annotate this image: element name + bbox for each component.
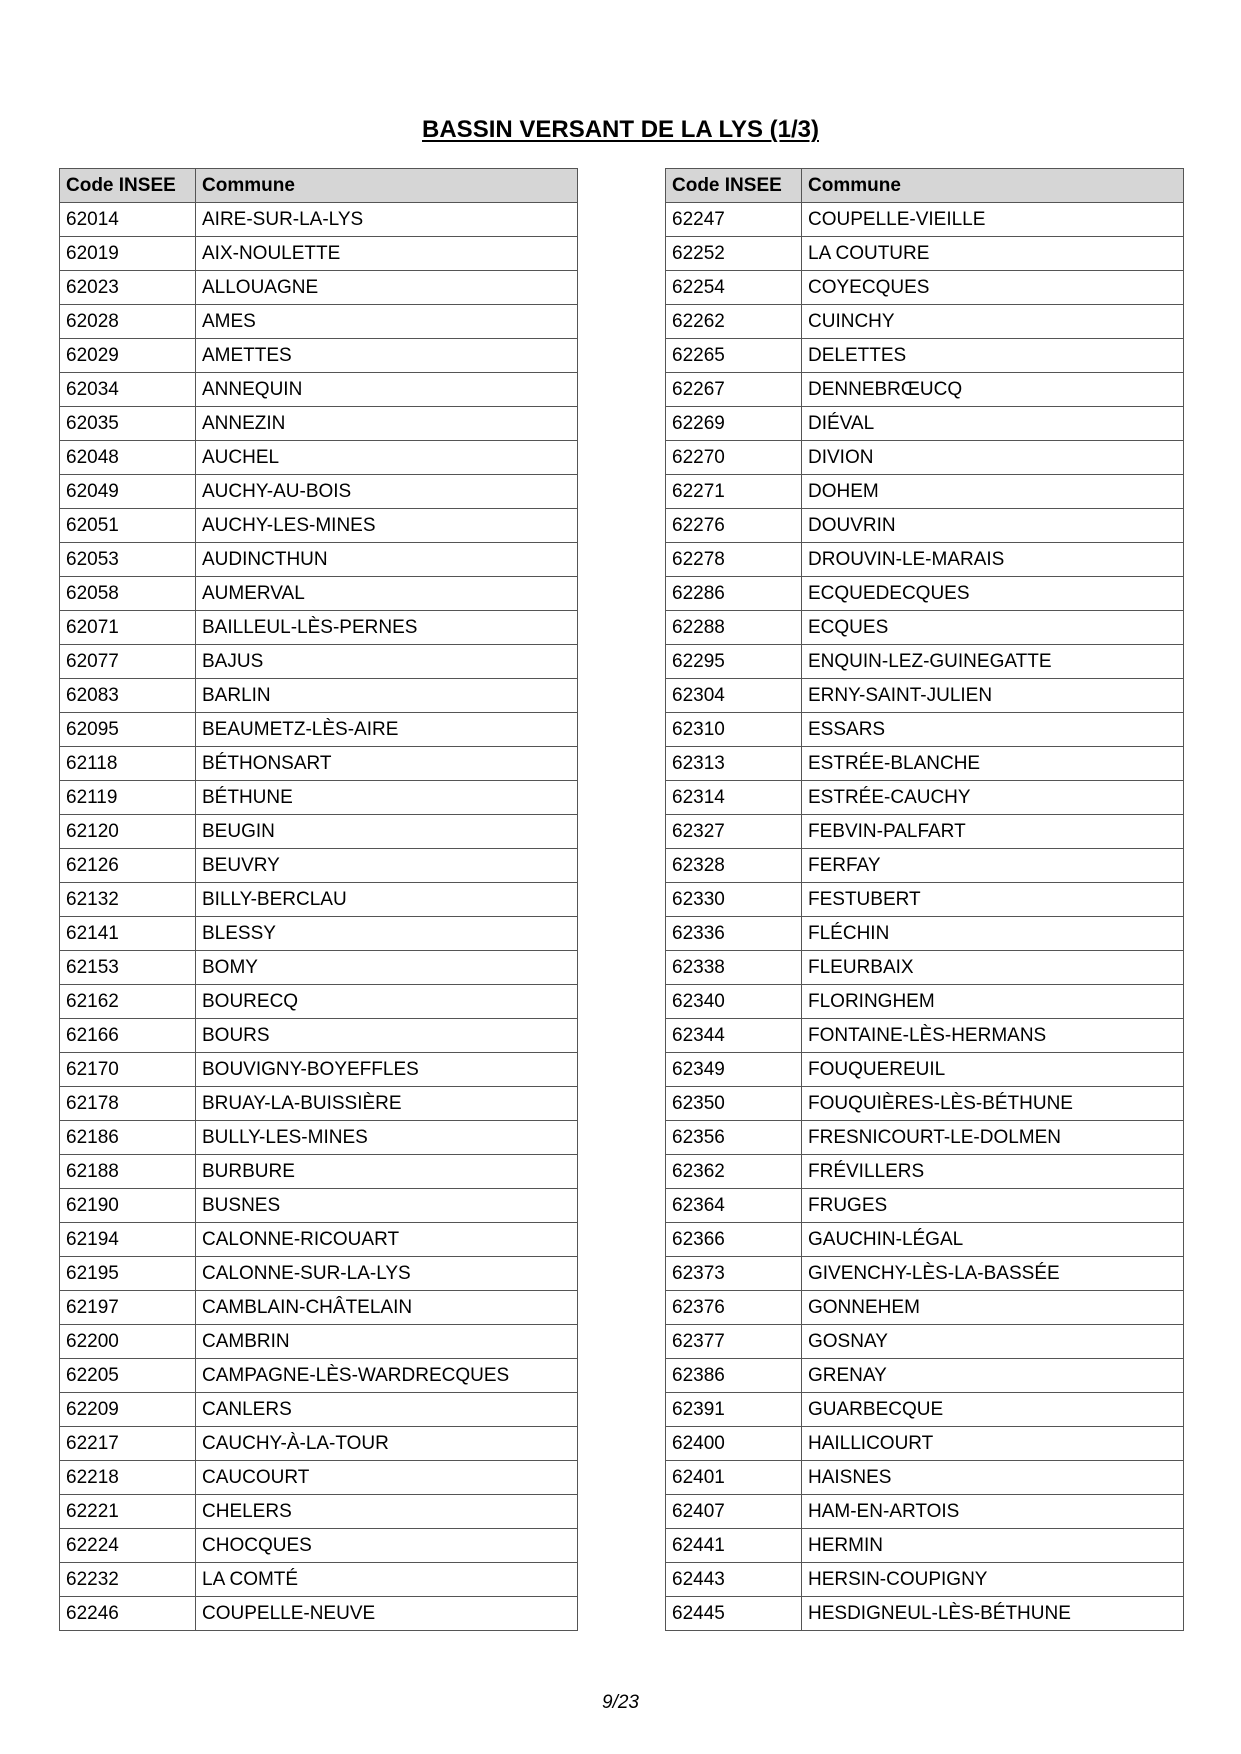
commune-cell: COUPELLE-NEUVE bbox=[196, 1597, 578, 1631]
table-row bbox=[666, 1257, 1184, 1291]
code-insee-cell: 62132 bbox=[60, 883, 196, 917]
table-row bbox=[60, 1359, 578, 1393]
commune-cell: ECQUEDECQUES bbox=[802, 577, 1184, 611]
commune-cell: CAUCHY-À-LA-TOUR bbox=[196, 1427, 578, 1461]
commune-cell: FOUQUIÈRES-LÈS-BÉTHUNE bbox=[802, 1087, 1184, 1121]
table-row bbox=[666, 339, 1184, 373]
commune-cell: FLORINGHEM bbox=[802, 985, 1184, 1019]
code-insee-cell: 62119 bbox=[60, 781, 196, 815]
commune-cell: GRENAY bbox=[802, 1359, 1184, 1393]
header-code-insee: Code INSEE bbox=[666, 169, 802, 203]
code-insee-cell: 62118 bbox=[60, 747, 196, 781]
commune-cell: BRUAY-LA-BUISSIÈRE bbox=[196, 1087, 578, 1121]
table-header-row bbox=[666, 169, 1184, 203]
code-insee-cell: 62386 bbox=[666, 1359, 802, 1393]
code-insee-cell: 62350 bbox=[666, 1087, 802, 1121]
code-insee-cell: 62205 bbox=[60, 1359, 196, 1393]
commune-cell: BLESSY bbox=[196, 917, 578, 951]
table-row bbox=[60, 1495, 578, 1529]
table-row bbox=[666, 509, 1184, 543]
code-insee-cell: 62023 bbox=[60, 271, 196, 305]
code-insee-cell: 62314 bbox=[666, 781, 802, 815]
table-row bbox=[60, 509, 578, 543]
table-row bbox=[666, 1529, 1184, 1563]
table-row bbox=[666, 1359, 1184, 1393]
table-row bbox=[60, 237, 578, 271]
commune-cell: BEAUMETZ-LÈS-AIRE bbox=[196, 713, 578, 747]
commune-cell: ANNEZIN bbox=[196, 407, 578, 441]
table-row bbox=[666, 577, 1184, 611]
code-insee-cell: 62362 bbox=[666, 1155, 802, 1189]
commune-cell: FLÉCHIN bbox=[802, 917, 1184, 951]
code-insee-cell: 62141 bbox=[60, 917, 196, 951]
table-row bbox=[60, 713, 578, 747]
table-row bbox=[666, 1121, 1184, 1155]
table-row bbox=[666, 1461, 1184, 1495]
commune-cell: ANNEQUIN bbox=[196, 373, 578, 407]
table-row bbox=[666, 1325, 1184, 1359]
table-row bbox=[666, 1597, 1184, 1631]
table-row bbox=[60, 1597, 578, 1631]
table-row bbox=[666, 1053, 1184, 1087]
code-insee-cell: 62254 bbox=[666, 271, 802, 305]
commune-cell: HAM-EN-ARTOIS bbox=[802, 1495, 1184, 1529]
table-row bbox=[60, 1087, 578, 1121]
code-insee-cell: 62246 bbox=[60, 1597, 196, 1631]
code-insee-cell: 62270 bbox=[666, 441, 802, 475]
code-insee-cell: 62328 bbox=[666, 849, 802, 883]
commune-cell: AUMERVAL bbox=[196, 577, 578, 611]
code-insee-cell: 62267 bbox=[666, 373, 802, 407]
code-insee-cell: 62195 bbox=[60, 1257, 196, 1291]
table-row bbox=[666, 713, 1184, 747]
code-insee-cell: 62218 bbox=[60, 1461, 196, 1495]
table-row bbox=[666, 1087, 1184, 1121]
commune-cell: FRUGES bbox=[802, 1189, 1184, 1223]
code-insee-cell: 62377 bbox=[666, 1325, 802, 1359]
code-insee-cell: 62178 bbox=[60, 1087, 196, 1121]
commune-cell: CALONNE-RICOUART bbox=[196, 1223, 578, 1257]
table-row bbox=[666, 679, 1184, 713]
commune-cell: CALONNE-SUR-LA-LYS bbox=[196, 1257, 578, 1291]
code-insee-cell: 62162 bbox=[60, 985, 196, 1019]
code-insee-cell: 62217 bbox=[60, 1427, 196, 1461]
commune-cell: DOHEM bbox=[802, 475, 1184, 509]
table-row bbox=[666, 1019, 1184, 1053]
commune-cell: AMES bbox=[196, 305, 578, 339]
table-row bbox=[666, 237, 1184, 271]
code-insee-cell: 62232 bbox=[60, 1563, 196, 1597]
commune-cell: CAMBLAIN-CHÂTELAIN bbox=[196, 1291, 578, 1325]
table-row bbox=[666, 883, 1184, 917]
code-insee-cell: 62288 bbox=[666, 611, 802, 645]
commune-cell: BOURS bbox=[196, 1019, 578, 1053]
table-row bbox=[666, 1393, 1184, 1427]
commune-cell: GUARBECQUE bbox=[802, 1393, 1184, 1427]
code-insee-cell: 62295 bbox=[666, 645, 802, 679]
commune-cell: BURBURE bbox=[196, 1155, 578, 1189]
table-row bbox=[60, 1121, 578, 1155]
commune-cell: ALLOUAGNE bbox=[196, 271, 578, 305]
table-row bbox=[60, 441, 578, 475]
code-insee-cell: 62028 bbox=[60, 305, 196, 339]
code-insee-cell: 62077 bbox=[60, 645, 196, 679]
table-row bbox=[60, 543, 578, 577]
table-row bbox=[60, 1427, 578, 1461]
commune-cell: BAILLEUL-LÈS-PERNES bbox=[196, 611, 578, 645]
table-row bbox=[60, 815, 578, 849]
code-insee-cell: 62366 bbox=[666, 1223, 802, 1257]
table-row bbox=[60, 1223, 578, 1257]
code-insee-cell: 62340 bbox=[666, 985, 802, 1019]
code-insee-cell: 62310 bbox=[666, 713, 802, 747]
table-row bbox=[60, 1325, 578, 1359]
code-insee-cell: 62278 bbox=[666, 543, 802, 577]
code-insee-cell: 62029 bbox=[60, 339, 196, 373]
code-insee-cell: 62166 bbox=[60, 1019, 196, 1053]
commune-cell: COUPELLE-VIEILLE bbox=[802, 203, 1184, 237]
commune-cell: ECQUES bbox=[802, 611, 1184, 645]
table-row bbox=[60, 679, 578, 713]
commune-cell: FESTUBERT bbox=[802, 883, 1184, 917]
table-row bbox=[60, 203, 578, 237]
commune-cell: ESTRÉE-CAUCHY bbox=[802, 781, 1184, 815]
table-row bbox=[60, 883, 578, 917]
commune-cell: GONNEHEM bbox=[802, 1291, 1184, 1325]
table-row bbox=[666, 985, 1184, 1019]
table-row bbox=[60, 985, 578, 1019]
commune-cell: CAMBRIN bbox=[196, 1325, 578, 1359]
code-insee-cell: 62349 bbox=[666, 1053, 802, 1087]
commune-cell: ESSARS bbox=[802, 713, 1184, 747]
table-row bbox=[666, 645, 1184, 679]
commune-cell: FEBVIN-PALFART bbox=[802, 815, 1184, 849]
table-row bbox=[666, 1189, 1184, 1223]
page-number: 9/23 bbox=[602, 1692, 639, 1713]
table-row bbox=[60, 951, 578, 985]
code-insee-cell: 62338 bbox=[666, 951, 802, 985]
communes-table-left-body bbox=[60, 203, 578, 1631]
table-row bbox=[666, 781, 1184, 815]
table-row bbox=[60, 339, 578, 373]
commune-cell: CANLERS bbox=[196, 1393, 578, 1427]
code-insee-cell: 62252 bbox=[666, 237, 802, 271]
commune-cell: ENQUIN-LEZ-GUINEGATTE bbox=[802, 645, 1184, 679]
code-insee-cell: 62445 bbox=[666, 1597, 802, 1631]
table-row bbox=[666, 373, 1184, 407]
code-insee-cell: 62048 bbox=[60, 441, 196, 475]
table-row bbox=[60, 1155, 578, 1189]
table-row bbox=[666, 1291, 1184, 1325]
code-insee-cell: 62313 bbox=[666, 747, 802, 781]
code-insee-cell: 62120 bbox=[60, 815, 196, 849]
code-insee-cell: 62170 bbox=[60, 1053, 196, 1087]
commune-cell: HESDIGNEUL-LÈS-BÉTHUNE bbox=[802, 1597, 1184, 1631]
code-insee-cell: 62344 bbox=[666, 1019, 802, 1053]
commune-cell: DROUVIN-LE-MARAIS bbox=[802, 543, 1184, 577]
code-insee-cell: 62194 bbox=[60, 1223, 196, 1257]
code-insee-cell: 62265 bbox=[666, 339, 802, 373]
code-insee-cell: 62188 bbox=[60, 1155, 196, 1189]
table-row bbox=[60, 1563, 578, 1597]
code-insee-cell: 62373 bbox=[666, 1257, 802, 1291]
code-insee-cell: 62095 bbox=[60, 713, 196, 747]
commune-cell: COYECQUES bbox=[802, 271, 1184, 305]
table-row bbox=[666, 305, 1184, 339]
commune-cell: FLEURBAIX bbox=[802, 951, 1184, 985]
commune-cell: AIX-NOULETTE bbox=[196, 237, 578, 271]
code-insee-cell: 62058 bbox=[60, 577, 196, 611]
code-insee-cell: 62051 bbox=[60, 509, 196, 543]
code-insee-cell: 62209 bbox=[60, 1393, 196, 1427]
code-insee-cell: 62247 bbox=[666, 203, 802, 237]
commune-cell: FRÉVILLERS bbox=[802, 1155, 1184, 1189]
commune-cell: FERFAY bbox=[802, 849, 1184, 883]
commune-cell: FOUQUEREUIL bbox=[802, 1053, 1184, 1087]
commune-cell: DOUVRIN bbox=[802, 509, 1184, 543]
commune-cell: BÉTHUNE bbox=[196, 781, 578, 815]
table-row bbox=[666, 611, 1184, 645]
code-insee-cell: 62400 bbox=[666, 1427, 802, 1461]
communes-table-left bbox=[59, 168, 578, 1631]
commune-cell: HERMIN bbox=[802, 1529, 1184, 1563]
commune-cell: CHOCQUES bbox=[196, 1529, 578, 1563]
code-insee-cell: 62443 bbox=[666, 1563, 802, 1597]
table-row bbox=[666, 203, 1184, 237]
table-row bbox=[60, 305, 578, 339]
code-insee-cell: 62190 bbox=[60, 1189, 196, 1223]
commune-cell: AUCHY-AU-BOIS bbox=[196, 475, 578, 509]
communes-table-right bbox=[665, 168, 1184, 1631]
commune-cell: LA COMTÉ bbox=[196, 1563, 578, 1597]
table-row bbox=[666, 407, 1184, 441]
code-insee-cell: 62200 bbox=[60, 1325, 196, 1359]
commune-cell: GOSNAY bbox=[802, 1325, 1184, 1359]
commune-cell: FONTAINE-LÈS-HERMANS bbox=[802, 1019, 1184, 1053]
code-insee-cell: 62014 bbox=[60, 203, 196, 237]
commune-cell: GAUCHIN-LÉGAL bbox=[802, 1223, 1184, 1257]
commune-cell: BÉTHONSART bbox=[196, 747, 578, 781]
commune-cell: BAJUS bbox=[196, 645, 578, 679]
table-row bbox=[60, 645, 578, 679]
table-row bbox=[60, 1291, 578, 1325]
code-insee-cell: 62407 bbox=[666, 1495, 802, 1529]
code-insee-cell: 62269 bbox=[666, 407, 802, 441]
code-insee-cell: 62286 bbox=[666, 577, 802, 611]
code-insee-cell: 62391 bbox=[666, 1393, 802, 1427]
code-insee-cell: 62327 bbox=[666, 815, 802, 849]
code-insee-cell: 62224 bbox=[60, 1529, 196, 1563]
table-row bbox=[60, 1257, 578, 1291]
table-header-row bbox=[60, 169, 578, 203]
code-insee-cell: 62356 bbox=[666, 1121, 802, 1155]
table-row bbox=[60, 611, 578, 645]
commune-cell: DENNEBRŒUCQ bbox=[802, 373, 1184, 407]
commune-cell: AMETTES bbox=[196, 339, 578, 373]
table-row bbox=[60, 475, 578, 509]
commune-cell: DIÉVAL bbox=[802, 407, 1184, 441]
table-row bbox=[60, 1461, 578, 1495]
code-insee-cell: 62186 bbox=[60, 1121, 196, 1155]
code-insee-cell: 62271 bbox=[666, 475, 802, 509]
commune-cell: DELETTES bbox=[802, 339, 1184, 373]
table-row bbox=[60, 407, 578, 441]
commune-cell: AUCHEL bbox=[196, 441, 578, 475]
table-row bbox=[666, 951, 1184, 985]
code-insee-cell: 62262 bbox=[666, 305, 802, 339]
header-commune: Commune bbox=[196, 169, 578, 203]
table-row bbox=[60, 849, 578, 883]
table-row bbox=[666, 1495, 1184, 1529]
commune-cell: AUCHY-LES-MINES bbox=[196, 509, 578, 543]
table-row bbox=[666, 543, 1184, 577]
code-insee-cell: 62035 bbox=[60, 407, 196, 441]
table-row bbox=[60, 1529, 578, 1563]
code-insee-cell: 62304 bbox=[666, 679, 802, 713]
commune-cell: CAMPAGNE-LÈS-WARDRECQUES bbox=[196, 1359, 578, 1393]
commune-cell: DIVION bbox=[802, 441, 1184, 475]
header-commune: Commune bbox=[802, 169, 1184, 203]
table-row bbox=[666, 1563, 1184, 1597]
table-row bbox=[666, 475, 1184, 509]
commune-cell: CAUCOURT bbox=[196, 1461, 578, 1495]
commune-cell: LA COUTURE bbox=[802, 237, 1184, 271]
table-row bbox=[666, 815, 1184, 849]
communes-table-right-body bbox=[666, 203, 1184, 1631]
table-row bbox=[666, 1155, 1184, 1189]
code-insee-cell: 62221 bbox=[60, 1495, 196, 1529]
table-row bbox=[60, 577, 578, 611]
table-row bbox=[666, 917, 1184, 951]
table-row bbox=[60, 271, 578, 305]
commune-cell: AUDINCTHUN bbox=[196, 543, 578, 577]
commune-cell: FRESNICOURT-LE-DOLMEN bbox=[802, 1121, 1184, 1155]
table-row bbox=[60, 1053, 578, 1087]
code-insee-cell: 62019 bbox=[60, 237, 196, 271]
code-insee-cell: 62153 bbox=[60, 951, 196, 985]
commune-cell: BOURECQ bbox=[196, 985, 578, 1019]
commune-cell: BULLY-LES-MINES bbox=[196, 1121, 578, 1155]
page-title-text: BASSIN VERSANT DE LA LYS (1/3) bbox=[422, 116, 819, 143]
commune-cell: ERNY-SAINT-JULIEN bbox=[802, 679, 1184, 713]
code-insee-cell: 62053 bbox=[60, 543, 196, 577]
commune-cell: BARLIN bbox=[196, 679, 578, 713]
page-title bbox=[0, 116, 1241, 144]
code-insee-cell: 62336 bbox=[666, 917, 802, 951]
commune-cell: BILLY-BERCLAU bbox=[196, 883, 578, 917]
table-row bbox=[60, 1393, 578, 1427]
code-insee-cell: 62276 bbox=[666, 509, 802, 543]
table-row bbox=[60, 373, 578, 407]
code-insee-cell: 62364 bbox=[666, 1189, 802, 1223]
table-row bbox=[666, 271, 1184, 305]
code-insee-cell: 62083 bbox=[60, 679, 196, 713]
table-row bbox=[666, 1223, 1184, 1257]
commune-cell: BUSNES bbox=[196, 1189, 578, 1223]
commune-cell: AIRE-SUR-LA-LYS bbox=[196, 203, 578, 237]
commune-cell: BOMY bbox=[196, 951, 578, 985]
code-insee-cell: 62034 bbox=[60, 373, 196, 407]
table-row bbox=[60, 1019, 578, 1053]
commune-cell: HERSIN-COUPIGNY bbox=[802, 1563, 1184, 1597]
commune-cell: HAILLICOURT bbox=[802, 1427, 1184, 1461]
code-insee-cell: 62441 bbox=[666, 1529, 802, 1563]
commune-cell: GIVENCHY-LÈS-LA-BASSÉE bbox=[802, 1257, 1184, 1291]
table-row bbox=[666, 849, 1184, 883]
commune-cell: BOUVIGNY-BOYEFFLES bbox=[196, 1053, 578, 1087]
table-row bbox=[60, 747, 578, 781]
commune-cell: HAISNES bbox=[802, 1461, 1184, 1495]
table-row bbox=[666, 747, 1184, 781]
code-insee-cell: 62401 bbox=[666, 1461, 802, 1495]
commune-cell: BEUGIN bbox=[196, 815, 578, 849]
code-insee-cell: 62049 bbox=[60, 475, 196, 509]
code-insee-cell: 62071 bbox=[60, 611, 196, 645]
table-row bbox=[60, 781, 578, 815]
code-insee-cell: 62197 bbox=[60, 1291, 196, 1325]
commune-cell: ESTRÉE-BLANCHE bbox=[802, 747, 1184, 781]
commune-cell: CHELERS bbox=[196, 1495, 578, 1529]
commune-cell: BEUVRY bbox=[196, 849, 578, 883]
code-insee-cell: 62126 bbox=[60, 849, 196, 883]
commune-cell: CUINCHY bbox=[802, 305, 1184, 339]
table-row bbox=[60, 1189, 578, 1223]
code-insee-cell: 62376 bbox=[666, 1291, 802, 1325]
header-code-insee: Code INSEE bbox=[60, 169, 196, 203]
table-row bbox=[60, 917, 578, 951]
code-insee-cell: 62330 bbox=[666, 883, 802, 917]
table-row bbox=[666, 1427, 1184, 1461]
table-row bbox=[666, 441, 1184, 475]
